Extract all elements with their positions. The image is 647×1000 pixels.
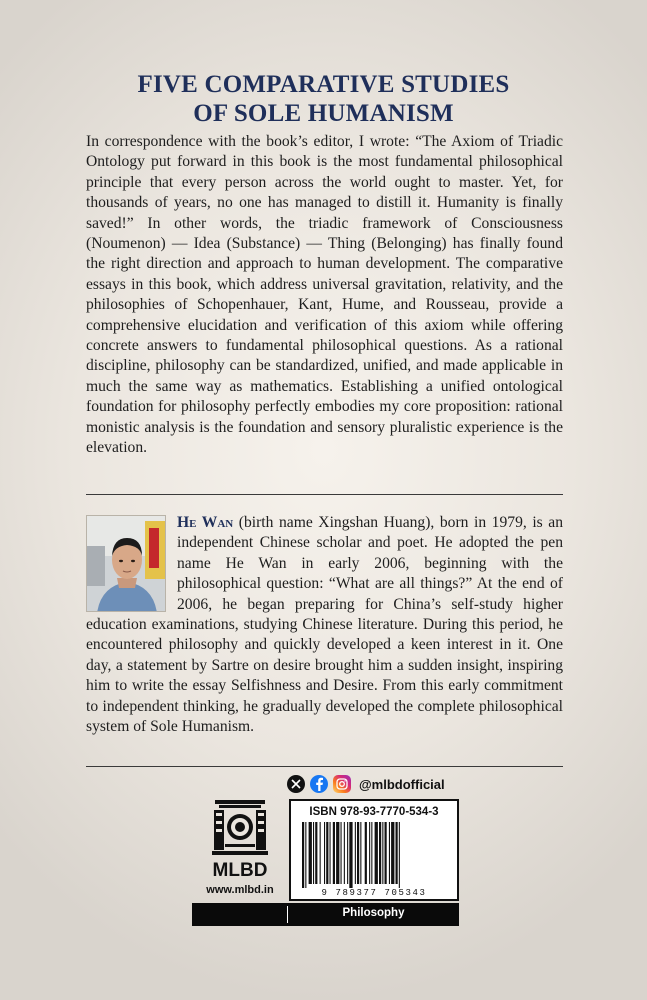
category-bar	[192, 903, 459, 926]
publisher-name: MLBD	[212, 860, 268, 881]
book-title-line-1: FIVE COMPARATIVE STUDIES	[137, 71, 510, 98]
photo-spacer	[86, 513, 177, 612]
divider-bottom	[86, 766, 563, 767]
facebook-icon[interactable]	[310, 775, 328, 793]
book-title-line-2: OF SOLE HUMANISM	[193, 100, 454, 127]
social-handle[interactable]: @mlbdofficial	[359, 776, 445, 792]
instagram-icon[interactable]	[333, 775, 351, 793]
author-bio-text: (birth name Xingshan Huang), born in 1979, is an independent Chinese scholar and poet. He adopted the pen name He Wan in early 2006, beginning with the philosophical question: “What are all things?” At the end of 2006, he began preparing for China’s self-study higher education examinations, studying Chinese literature. During this period, he encountered philosophy and quickly developed a keen interest in it. One day, a statement by Sartre on desire brought him a sudden insight, inspiring him to write the essay Selfishness and Desire. From this early commitment to independent thinking, he gradually developed the complete philosophical system of Sole Humanism.	[86, 514, 563, 736]
book-title	[0, 70, 647, 128]
publisher-logo	[200, 799, 280, 902]
isbn-label: ISBN 978-93-7770-534-3	[309, 806, 439, 818]
isbn-barcode-box	[289, 799, 459, 901]
author-bio	[86, 513, 563, 737]
book-category: Philosophy	[342, 907, 405, 919]
divider-top	[86, 494, 563, 495]
isbn-digits: 9 789377 705343	[321, 888, 427, 898]
social-links	[287, 773, 445, 795]
author-name: He Wan	[177, 514, 234, 531]
publisher-website[interactable]: www.mlbd.in	[206, 884, 274, 896]
book-blurb: In correspondence with the book’s editor, I wrote: “The Axiom of Triadic Ontology put forward in this book is the most fundamental philosophical principle that every person across the world ought to master. Yet, for thousands of years, no one has managed to distill it. Humanity is finally saved!” In other words, the triadic framework of Consciousness (Noumenon) — Idea (Substance) — Thing (Belonging) has finally found the right direction and approach to human development. The comparative essays in this book, which address universal gravitation, relativity, and the philosophies of Schopenhauer, Kant, Hume, and Rousseau, provide a comprehensive elucidation and verification of this axiom while offering concrete answers to fundamental philosophical questions. As a rational discipline, philosophy can be standardized, unified, and made applicable in much the same way as mathematics. Establishing a unified ontological foundation for philosophy perfectly embodies my core proposition: rational monistic analysis is the foundation and sensory pluralistic experience is the elevation.	[86, 133, 563, 457]
barcode	[300, 822, 448, 888]
x-icon[interactable]	[287, 775, 305, 793]
publisher-emblem-icon	[211, 799, 269, 855]
